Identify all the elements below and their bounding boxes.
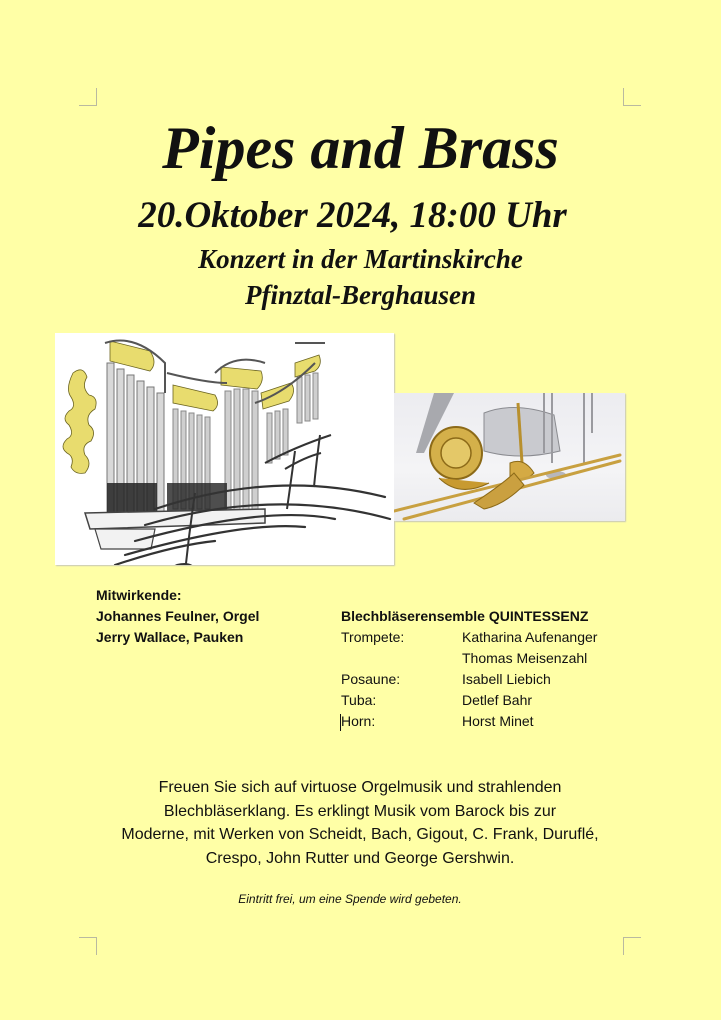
member-name: Horst Minet <box>462 713 534 729</box>
member-role: Tuba: <box>341 692 377 708</box>
event-date-time: 20.Oktober 2024, 18:00 Uhr <box>138 195 567 236</box>
organ-illustration-icon <box>55 333 394 565</box>
ensemble-member-row <box>341 627 598 648</box>
margin-mark-top-left <box>79 88 97 106</box>
event-location: Pfinztal-Berghausen <box>244 280 477 310</box>
performer-item: Johannes Feulner, Orgel <box>96 608 260 624</box>
member-name: Detlef Bahr <box>462 692 533 708</box>
description-line: Moderne, mit Werken von Scheidt, Bach, Gigout, C. Frank, Duruflé, <box>121 826 599 843</box>
member-name: Katharina Aufenanger <box>462 629 598 645</box>
description-line: Blechbläserklang. Es erklingt Musik vom Barock bis zur <box>163 802 557 820</box>
description-line: Freuen Sie sich auf virtuose Orgelmusik und strahlenden <box>158 779 562 796</box>
performer-item: Jerry Wallace, Pauken <box>96 629 244 645</box>
member-role: Trompete: <box>341 629 405 645</box>
member-name: Thomas Meisenzahl <box>462 650 588 666</box>
brass-instruments-icon <box>394 393 625 521</box>
performers-heading: Mitwirkende: <box>96 587 182 603</box>
margin-mark-bottom-right <box>623 937 641 955</box>
ensemble-section <box>341 606 598 732</box>
member-role[interactable]: Horn: <box>341 713 376 729</box>
ensemble-name: Blechbläserensemble QUINTESSENZ <box>341 608 589 624</box>
ensemble-member-row <box>341 711 588 732</box>
ensemble-member-row <box>341 648 588 669</box>
member-role: Posaune: <box>341 671 401 687</box>
page-title: Pipes and Brass <box>162 115 559 181</box>
description-line: Crespo, John Rutter und George Gershwin. <box>205 849 515 867</box>
admission-note: Eintritt frei, um eine Spende wird gebeten. <box>238 892 462 906</box>
margin-mark-bottom-left <box>79 937 97 955</box>
performers-section <box>96 585 259 648</box>
concert-description <box>60 776 660 870</box>
event-venue: Konzert in der Martinskirche <box>198 244 523 274</box>
ensemble-member-row <box>341 690 588 711</box>
organ-image <box>55 333 394 565</box>
margin-mark-top-right <box>623 88 641 106</box>
ensemble-member-row <box>341 669 588 690</box>
brass-image <box>394 393 625 521</box>
member-name: Isabell Liebich <box>462 671 551 687</box>
